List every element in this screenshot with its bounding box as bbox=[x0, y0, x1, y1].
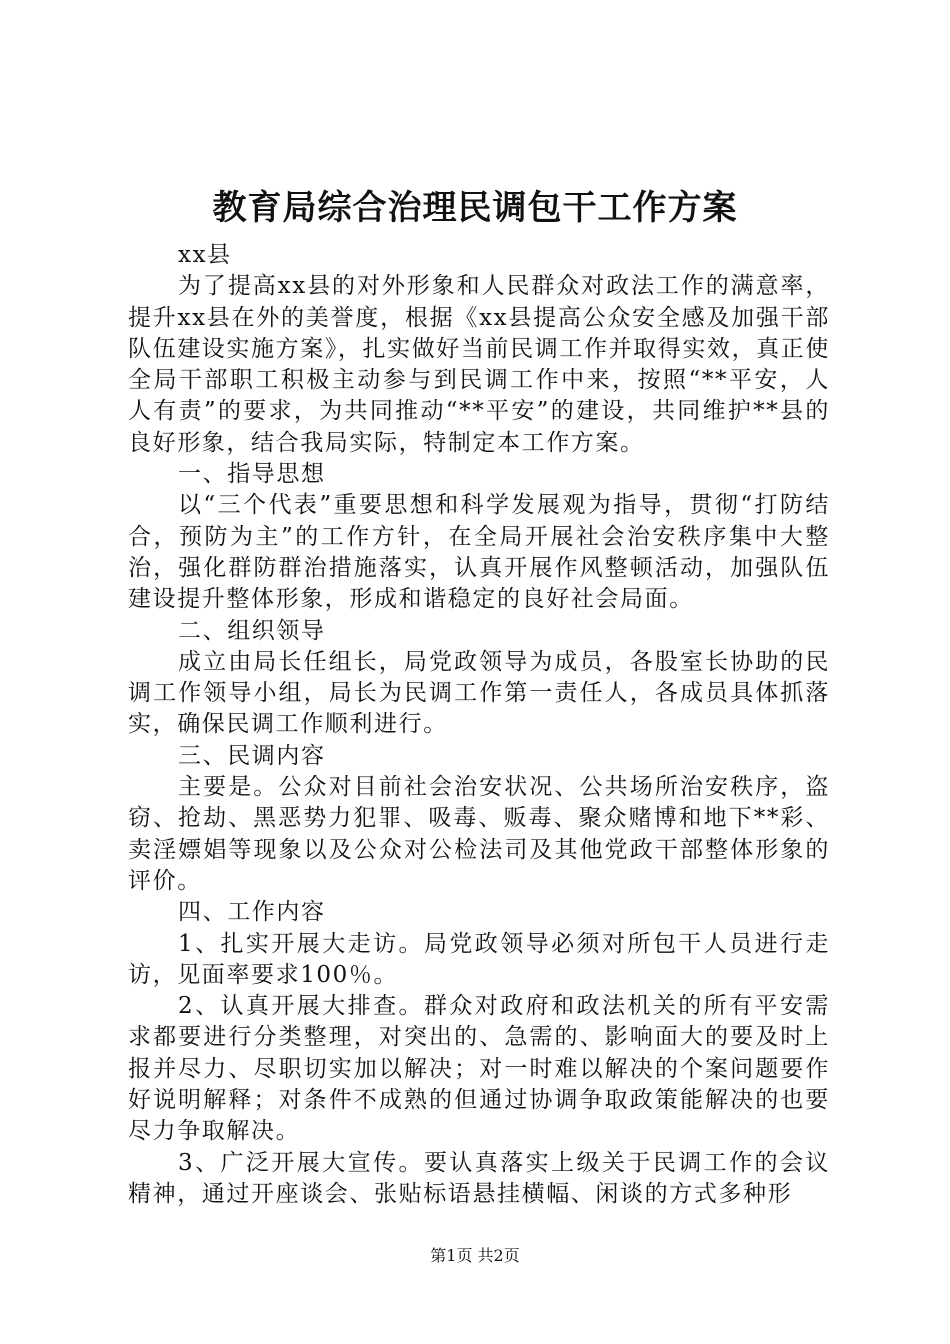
paragraph-guiding-ideology: 以“三个代表”重要思想和科学发展观为指导，贯彻“打防结合，预防为主”的工作方针，在全局开展社会治安秩序集中大整治，强化群防群治措施落实，认真开展作风整顿活动，加强队伍建设提升整体形象，形成和谐稳定的良好社会局面。 bbox=[128, 492, 830, 613]
document-body bbox=[128, 240, 830, 1210]
paragraph-region: xx县 bbox=[178, 242, 232, 268]
paragraph-organization: 成立由局长任组长，局党政领导为成员，各股室长协助的民调工作领导小组，局长为民调工作第一责任人，各成员具体抓落实，确保民调工作顺利进行。 bbox=[128, 648, 830, 738]
paragraph-work-item-2: 2、认真开展大排查。群众对政府和政法机关的所有平安需求都要进行分类整理，对突出的、急需的、影响面大的要及时上报并尽力、尽职切实加以解决；对一时难以解决的个案问题要作好说明解释；对条件不成熟的但通过协调争取政策能解决的也要尽力争取解决。 bbox=[128, 993, 830, 1145]
section-heading-survey-content: 三、民调内容 bbox=[178, 742, 326, 769]
section-heading-organization: 二、组织领导 bbox=[178, 617, 326, 644]
document-title: 教育局综合治理民调包干工作方案 bbox=[212, 188, 738, 228]
paragraph-survey-content: 主要是。公众对目前社会治安状况、公共场所治安秩序，盗窃、抢劫、黑恶势力犯罪、吸毒、贩毒、聚众赌博和地下**彩、卖淫嫖娼等现象以及公众对公检法司及其他党政干部整体形象的评价。 bbox=[128, 774, 830, 894]
page-footer: 第1页 共2页 bbox=[430, 1246, 520, 1265]
section-heading-guiding-ideology: 一、指导思想 bbox=[178, 461, 326, 488]
paragraph-work-item-3: 3、广泛开展大宣传。要认真落实上级关于民调工作的会议精神，通过开座谈会、张贴标语悬挂横幅、闲谈的方式多种形 bbox=[128, 1149, 830, 1207]
paragraph-intro: 为了提高xx县的对外形象和人民群众对政法工作的满意率，提升xx县在外的美誉度，根据《xx县提高公众安全感及加强干部队伍建设实施方案》，扎实做好当前民调工作并取得实效，真正使全局干部职工积极主动参与到民调工作中来，按照“**平安，人人有责”的要求，为共同推动“**平安”的建设，共同维护**县的良好形象，结合我局实际，特制定本工作方案。 bbox=[128, 273, 830, 456]
paragraph-work-item-1: 1、扎实开展大走访。局党政领导必须对所包干人员进行走访，见面率要求100％。 bbox=[128, 930, 830, 988]
section-heading-work-content: 四、工作内容 bbox=[178, 899, 326, 926]
